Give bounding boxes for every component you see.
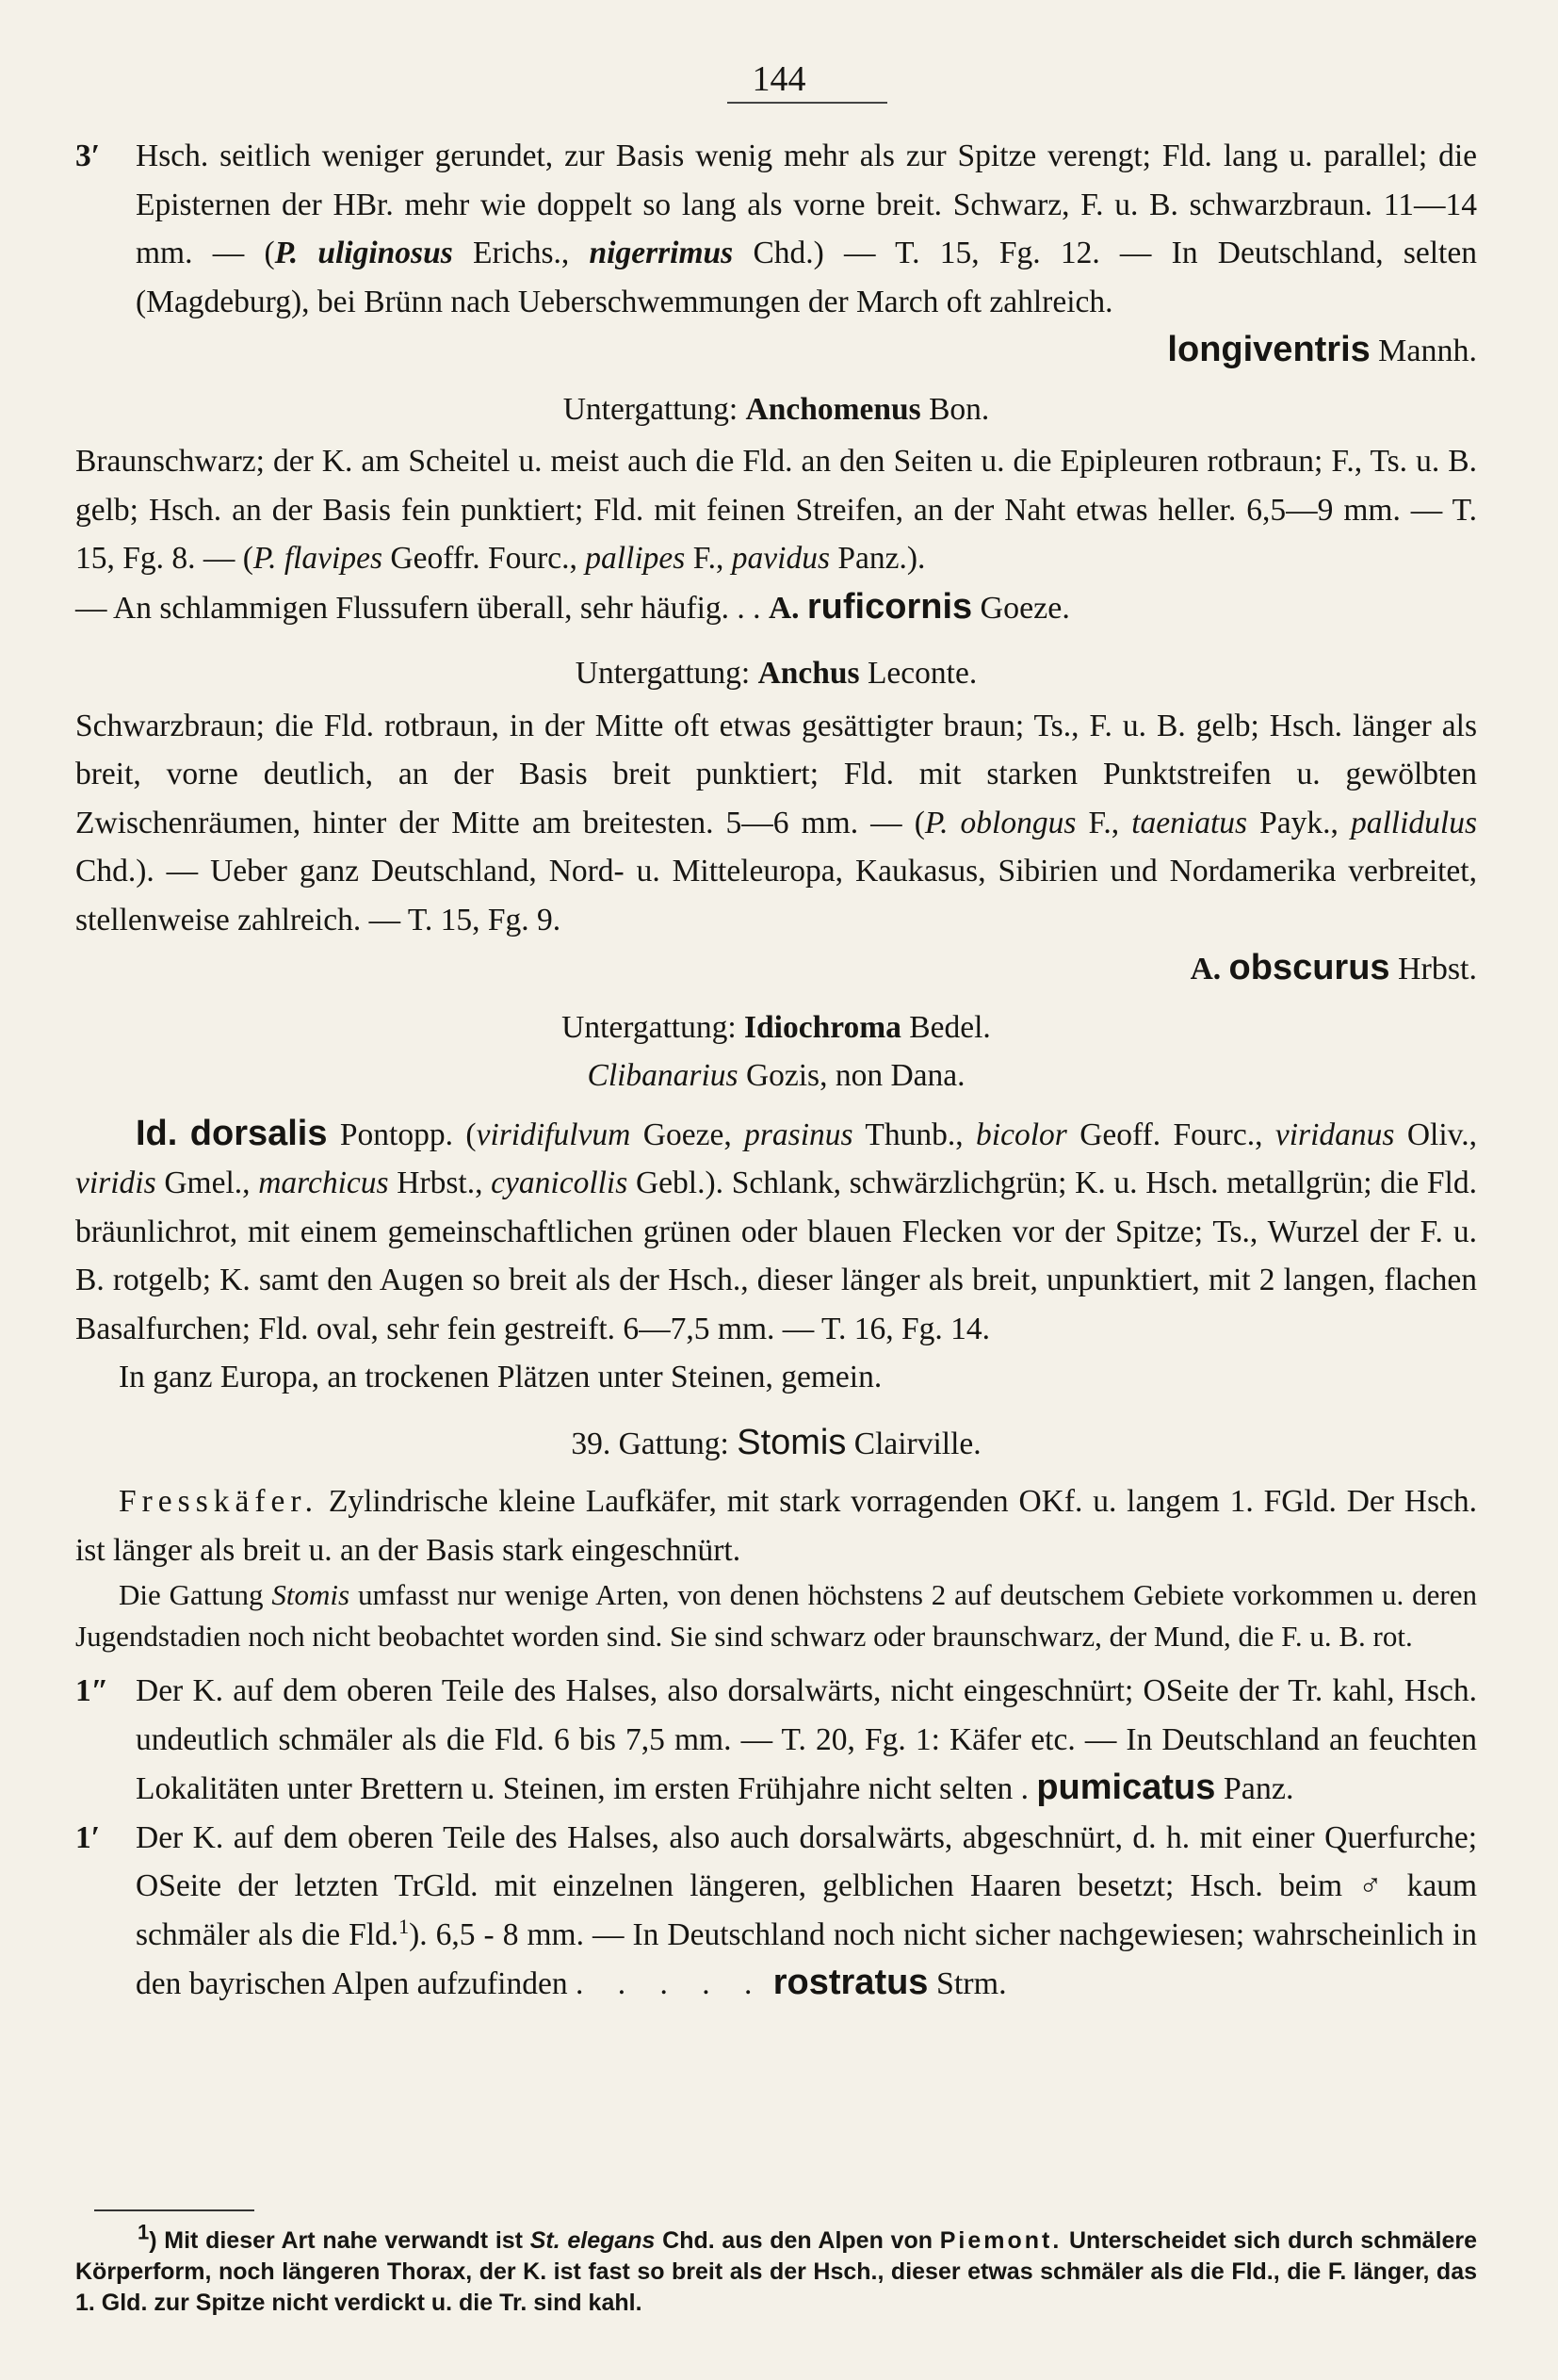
subgenus-synonym	[75, 1051, 1477, 1100]
male-symbol: ♂	[1358, 1868, 1391, 1903]
species-author: Panz.	[1215, 1771, 1294, 1806]
species-name: obscurus	[1228, 948, 1390, 987]
synonym: Clibanarius	[587, 1058, 738, 1093]
synonym: marchicus	[258, 1166, 389, 1200]
subgenus-heading	[75, 1003, 1477, 1052]
synonym-author: Gmel.,	[155, 1166, 259, 1200]
synonym: P. oblongus	[924, 805, 1077, 840]
couplet-text: kaum schmäler als die Fld.	[136, 1868, 1478, 1952]
couplet-text: Hsch. seitlich weniger gerundet, zur Basis wenig mehr als zur Spitze verengt; Fld. lang u. parallel; die Episternen der HBr. mehr wie doppelt so lang als vorne breit. Schwarz, F. u. B. schwarzbraun. 11—14 mm. — (	[136, 139, 1477, 270]
footnote-marker: 1	[138, 2220, 150, 2244]
footnote-text	[75, 2220, 1477, 2319]
leader-dots: . . . . .	[575, 1966, 766, 2001]
synonym: viridanus	[1274, 1117, 1395, 1152]
footnote	[75, 2220, 1477, 2319]
subgenus-prefix: Untergattung:	[561, 1009, 745, 1045]
synonym-author: Geoffr. Fourc.,	[382, 541, 586, 576]
synonym-author: F.,	[685, 541, 732, 576]
synonym-author: Gozis, non Dana.	[738, 1058, 966, 1093]
genus-author: Clairville.	[846, 1426, 982, 1461]
subgenus-heading	[75, 385, 1477, 434]
footnote-rule	[94, 2209, 254, 2211]
species-line	[75, 326, 1477, 376]
footnote-species: St. elegans	[529, 2227, 656, 2254]
footnote-reference[interactable]: 1	[398, 1914, 410, 1938]
synonym: viridis	[75, 1166, 156, 1200]
synonym-author: F.,	[1076, 805, 1132, 840]
key-couplet-1b	[75, 1814, 1477, 2009]
subgenus-name: Anchomenus	[745, 391, 921, 427]
synonym-author: Payk.,	[1247, 805, 1351, 840]
distribution-text: In ganz Europa, an trockenen Plätzen unter Steinen, gemein.	[119, 1360, 883, 1394]
key-couplet-1a	[75, 1667, 1477, 1814]
subgenus-description	[75, 702, 1477, 945]
footnote-part: Chd. aus den Alpen von	[655, 2227, 940, 2254]
synonym: pallidulus	[1350, 805, 1477, 840]
couplet-text: Der K. auf dem oberen Teile des Halses, also dorsalwärts, nicht eingeschnürt; OSeite der Tr. kahl, Hsch. undeutlich schmäler als die Fld. 6 bis 7,5 mm. — T. 20, Fg. 1: Käfer etc. — In Deutschland an feuchten Lokalitäten unter Brettern u. Steinen, im ersten Frühjahre nicht selten .	[136, 1673, 1477, 1806]
synonym: pallipes	[585, 541, 686, 576]
page-number: 144	[752, 59, 806, 99]
footnote-place: Piemont.	[939, 2227, 1063, 2254]
description-text: Schwarzbraun; die Fld. rotbraun, in der Mitte oft etwas gesättigter braun; Ts., F. u. B. gelb; Hsch. länger als breit, vorne deutlich, an der Basis breit punktiert; Fld. mit starken Punktstreifen u. gewölbten Zwischenräumen, hinter der Mitte am breitesten. 5—6 mm. — (	[75, 708, 1477, 840]
species-author: Pontopp. (	[327, 1117, 477, 1152]
species-name: rostratus	[772, 1963, 929, 2002]
subgenus-name: Idiochroma	[744, 1009, 901, 1045]
species-name: pumicatus	[1036, 1768, 1216, 1807]
subgenus-author: Bedel.	[901, 1009, 991, 1045]
subgenus-author: Bon.	[920, 391, 990, 427]
description-text: Schlank, schwärzlichgrün; K. u. Hsch. metallgrün; die Fld. bräunlichrot, mit einem gemeinschaftlichen grünen oder blauen Flecken vor der Spitze; Ts., Wurzel der F. u. B. rotgelb; K. samt den Augen so breit als der Hsch., dieser länger als breit, unpunktiert, mit 2 langen, flachen Basalfurchen; Fld. oval, sehr fein gestreift. 6—7,5 mm. — T. 16, Fg. 14.	[75, 1166, 1477, 1346]
genus-description	[75, 1477, 1477, 1574]
synonym-author: Erichs.,	[452, 236, 590, 270]
synonym: bicolor	[976, 1117, 1067, 1152]
species-name: longiventris	[1167, 330, 1371, 369]
species-name: dorsalis	[189, 1113, 328, 1153]
subgenus-prefix: Untergattung:	[562, 391, 746, 427]
synonym: P. flavipes	[252, 541, 383, 576]
synonym: pavidus	[731, 541, 830, 576]
synonym-author: Hrbst.,	[388, 1166, 492, 1200]
synonym: cyanicollis	[491, 1166, 628, 1200]
species-author: Mannh.	[1378, 334, 1477, 368]
synonym-author: Oliv.,	[1394, 1117, 1477, 1152]
species-line	[75, 944, 1477, 994]
species-author: Goeze.	[980, 590, 1070, 626]
genus-abbreviation: A.	[1190, 952, 1222, 986]
subgenus-prefix: Untergattung:	[575, 656, 758, 691]
footnote-part: ) Mit dieser Art nahe verwandt ist	[149, 2227, 530, 2254]
synonym-author: Chd.) — T. 15, Fg. 12. — In Deutschland, selten (Magdeburg), bei Brünn nach Ueberschwemmungen der March oft zahlreich.	[136, 236, 1477, 319]
synonym: P. uliginosus	[274, 236, 453, 270]
genus-name-italic: Stomis	[271, 1578, 350, 1611]
description-text: Zylindrische kleine Laufkäfer, mit stark vorragenden OKf. u. langem 1. FGld. Der Hsch. ist länger als breit u. an der Basis stark eingeschnürt.	[75, 1484, 1477, 1568]
species-description	[75, 1110, 1477, 1354]
couplet-key: 1′	[75, 1819, 101, 1855]
synonym: prasinus	[744, 1117, 853, 1152]
synonym: nigerrimus	[589, 236, 734, 270]
synonym-author: Goeze,	[630, 1117, 745, 1152]
footnote-part: Unterscheidet sich durch schmälere Körperform, noch längeren Thorax, der K. ist fast so breit als der Hsch., dieser etwas schmäler als die Fld., die F. länger, das 1. Gld. zur Spitze nicht verdickt u. die Tr. sind kahl.	[75, 2227, 1477, 2316]
synonym-author: Chd.). — Ueber ganz Deutschland, Nord- u. Mitteleuropa, Kaukasus, Sibirien und Nordamerika verbreitet, stellenweise zahlreich. — T. 15, Fg. 9.	[75, 854, 1477, 937]
page-number-rule	[727, 102, 887, 104]
species-name: ruficornis	[806, 586, 973, 627]
couplet-text: ). 6,5 - 8 mm. — In Deutschland noch nicht sicher nachgewiesen; wahrscheinlich in den bayrischen Alpen aufzufinden	[136, 1916, 1477, 2001]
synonym: viridifulvum	[476, 1117, 631, 1152]
page-body	[75, 132, 1477, 2009]
genus-abbreviation: Id.	[136, 1113, 178, 1153]
subgenus-author: Leconte.	[859, 656, 978, 691]
genus-prefix: 39. Gattung:	[571, 1426, 738, 1461]
synonym-author: Panz.).	[830, 541, 926, 576]
subgenus-description	[75, 437, 1477, 583]
note-text: umfasst nur wenige Arten, von denen höchstens 2 auf deutschem Gebiete vorkommen u. deren Jugendstadien noch nicht beobachtet worden sind. Sie sind schwarz oder braunschwarz, der Mund, die F. u. B. rot.	[75, 1578, 1477, 1653]
synonym-author: Thunb.,	[852, 1117, 977, 1152]
couplet-key: 1″	[75, 1673, 109, 1708]
note-text: Die Gattung	[119, 1578, 272, 1611]
description-text: Braunschwarz; der K. am Scheitel u. meist auch die Fld. an den Seiten u. die Epipleuren rotbraun; F., Ts. u. B. gelb; Hsch. an der Basis fein punktiert; Fld. mit feinen Streifen, an der Naht etwas heller. 6,5—9 mm. — T. 15, Fg. 8. — (	[75, 444, 1477, 576]
genus-note	[75, 1574, 1477, 1657]
synonym-author: Gebl.).	[627, 1166, 724, 1200]
species-author: Hrbst.	[1397, 952, 1477, 986]
couplet-key: 3′	[75, 139, 101, 173]
species-line	[75, 583, 1477, 633]
genus-heading	[75, 1419, 1477, 1469]
subgenus-name: Anchus	[757, 656, 860, 691]
genus-abbreviation: A.	[768, 590, 800, 626]
couplet-text: Der K. auf dem oberen Teile des Halses, also auch dorsalwärts, abgeschnürt, d. h. mit einer Querfurche; OSeite der letzten TrGld. mit einzelnen längeren, gelblichen Haaren besetzt; Hsch. beim	[136, 1819, 1477, 1903]
genus-common-name: Fresskäfer.	[119, 1484, 319, 1519]
genus-name: Stomis	[737, 1422, 847, 1462]
synonym-author: Geoff. Fourc.,	[1066, 1117, 1275, 1152]
distribution-text: — An schlammigen Flussufern überall, sehr häufig. . .	[75, 590, 769, 626]
subgenus-heading	[75, 649, 1477, 698]
species-author: Strm.	[928, 1966, 1007, 2001]
key-couplet-3b	[75, 132, 1477, 326]
synonym: taeniatus	[1131, 805, 1248, 840]
